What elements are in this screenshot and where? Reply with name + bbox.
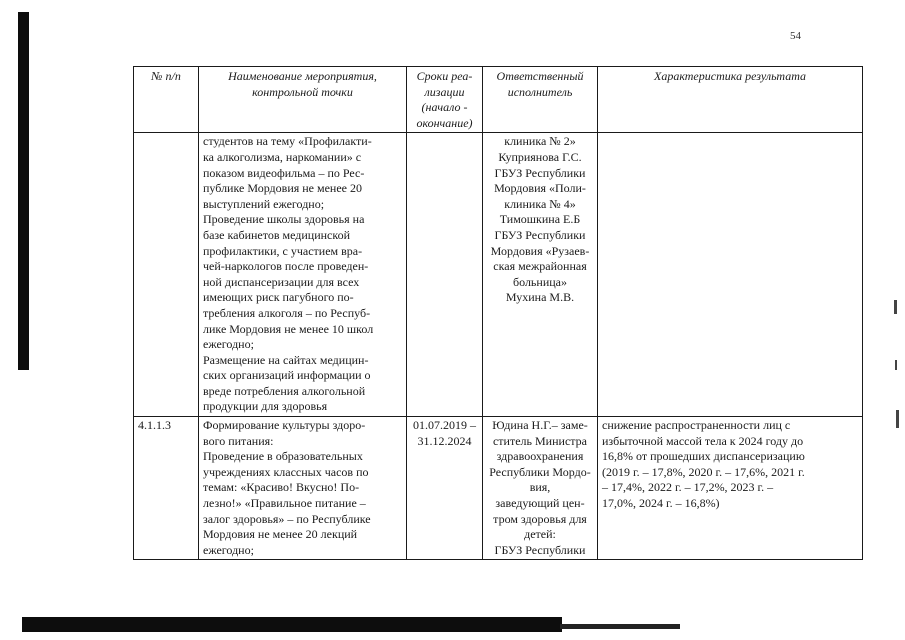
text-line: заведующий цен- <box>495 496 585 511</box>
text-line: залог здоровья» – по Республике <box>203 511 371 526</box>
header-dates: Сроки реа-лизации (начало - окончание) <box>407 67 483 133</box>
cell-responsible <box>483 133 598 417</box>
cell-name <box>199 133 407 417</box>
text-line: Размещение на сайтах медицин- <box>203 352 369 367</box>
cell-result <box>598 417 863 560</box>
text-line: ГБУЗ Республики <box>494 165 586 180</box>
text-line: вреде потребления алкогольной <box>203 383 366 398</box>
table-row <box>134 133 863 417</box>
cell-number: 4.1.1.3 <box>134 417 199 560</box>
text-line: 16,8% от прошедших диспансеризацию <box>602 449 805 464</box>
text-line: чей-наркологов после проведен- <box>203 259 369 274</box>
text-line: (2019 г. – 17,8%, 2020 г. – 17,6%, 2021 г. <box>602 464 805 479</box>
text-line: продукции для здоровья <box>203 399 328 414</box>
scan-edge-bottom <box>22 617 562 632</box>
table-row <box>134 417 863 560</box>
text-line: 31.12.2024 <box>417 433 472 448</box>
text-line: клиника № 4» <box>504 196 576 211</box>
plan-table <box>133 66 863 560</box>
text-line: ских организаций информации о <box>203 368 371 383</box>
text-line: тром здоровья для <box>493 511 587 526</box>
text-line: детей: <box>524 527 556 542</box>
text-line: требления алкоголя – по Респуб- <box>203 305 371 320</box>
text-line: вого питания: <box>203 433 274 448</box>
cell-number <box>134 133 199 417</box>
header-number: № п/п <box>134 67 199 133</box>
text-line: ежегодно; <box>203 337 254 352</box>
text-line: показом видеофильма – по Рес- <box>203 165 365 180</box>
text-line: публике Мордовия не менее 20 <box>203 181 363 196</box>
text-line: учреждениях классных часов по <box>203 464 369 479</box>
text-line: 17,0%, 2024 г. – 16,8%) <box>602 496 720 511</box>
text-line: Куприянова Г.С. <box>498 149 582 164</box>
text-line: ГБУЗ Республики <box>494 542 586 557</box>
header-result: Характеристика результата <box>598 67 863 133</box>
text-line: Мухина М.В. <box>505 290 575 305</box>
text-line: базе кабинетов медицинской <box>203 227 351 242</box>
text-line: Проведение школы здоровья на <box>203 212 365 227</box>
text-line: темам: «Красиво! Вкусно! По- <box>203 480 360 495</box>
header-name: Наименование мероприятия, контрольной точки <box>199 67 407 133</box>
text-line: – 17,4%, 2022 г. – 17,2%, 2023 г. – <box>602 480 774 495</box>
text-line: 01.07.2019 – <box>413 418 476 433</box>
cell-result <box>598 133 863 417</box>
text-line: профилактики, с участием вра- <box>203 243 363 258</box>
cell-dates <box>407 133 483 417</box>
text-line: Тимошкина Е.Б <box>499 212 581 227</box>
cell-responsible <box>483 417 598 560</box>
text-line: здравоохранения <box>496 449 584 464</box>
scan-edge-left <box>18 12 29 370</box>
text-line: ская межрайонная <box>493 259 587 274</box>
text-line: студентов на тему «Профилакти- <box>203 134 372 149</box>
text-line: ГБУЗ Республики <box>494 227 586 242</box>
page-number: 54 <box>790 30 801 42</box>
text-line: имеющих риск пагубного по- <box>203 290 354 305</box>
text-line: Мордовия «Поли- <box>494 181 586 196</box>
text-line: Мордовия не менее 20 лекций <box>203 527 358 542</box>
scan-mark <box>895 360 897 370</box>
text-line: Республики Мордо- <box>489 464 591 479</box>
text-line: Формирование культуры здоро- <box>203 418 366 433</box>
text-line: больница» <box>513 274 567 289</box>
scan-mark <box>896 410 899 428</box>
text-line: ститель Министра <box>492 433 587 448</box>
table-header-row <box>134 67 863 133</box>
scan-edge-bottom-tail <box>560 624 680 629</box>
cell-dates <box>407 417 483 560</box>
text-line: выступлений ежегодно; <box>203 196 325 211</box>
text-line: клиника № 2» <box>504 134 576 149</box>
text-line: Мордовия «Рузаев- <box>490 243 590 258</box>
text-line: снижение распространенности лиц с <box>602 418 791 433</box>
text-line: ежегодно; <box>203 542 254 557</box>
text-line: Юдина Н.Г.– заме- <box>492 418 588 433</box>
text-line: избыточной массой тела к 2024 году до <box>602 433 804 448</box>
text-line: лике Мордовия не менее 10 школ <box>203 321 374 336</box>
text-line: вия, <box>529 480 551 495</box>
text-line: лезно!» «Правильное питание – <box>203 496 366 511</box>
text-line: ка алкоголизма, наркомании» с <box>203 149 362 164</box>
header-responsible: Ответственный исполнитель <box>483 67 598 133</box>
text-line: ной диспансеризации для всех <box>203 274 360 289</box>
text-line: Проведение в образовательных <box>203 449 363 464</box>
scan-mark <box>894 300 897 314</box>
cell-name <box>199 417 407 560</box>
